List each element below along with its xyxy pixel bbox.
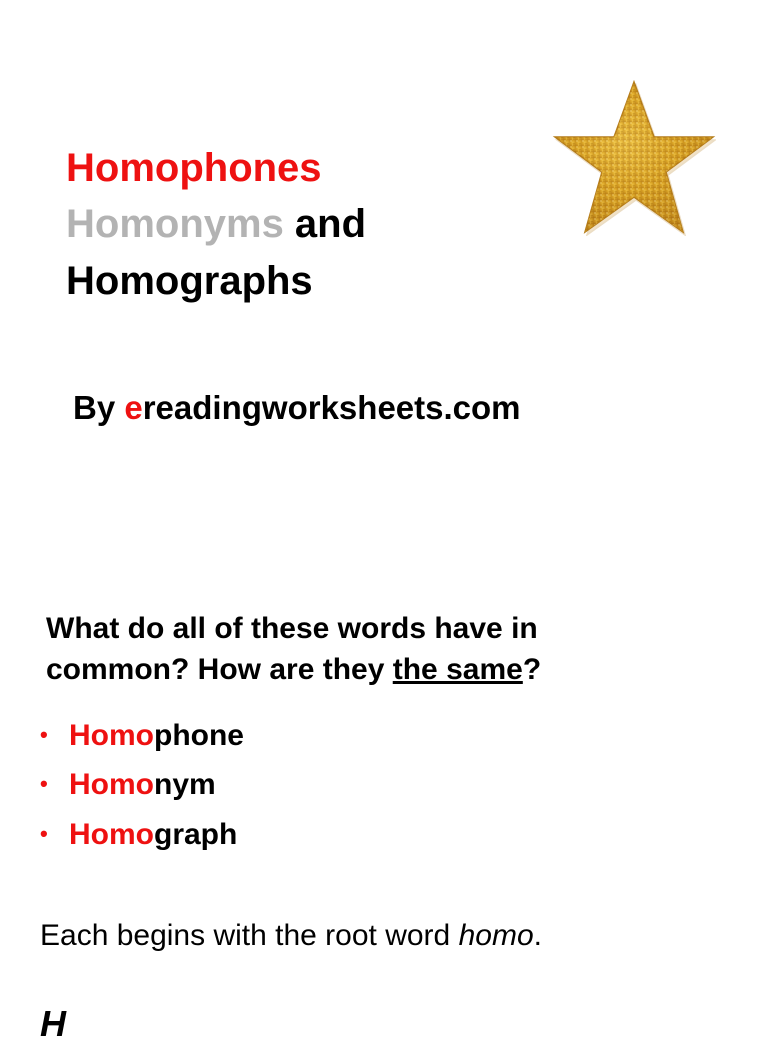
explanation-emphasis: homo [458,919,534,952]
bullet-suffix: graph [154,818,238,851]
list-item [40,817,237,853]
byline-prefix: By [73,389,125,426]
byline-site: readingworksheets.com [142,389,521,426]
title-homophones: Homophones [66,146,322,190]
question-suffix: ? [522,653,542,686]
bullet-root: Homo [69,719,154,752]
bullet-icon: • [40,821,48,846]
question-line-2 [46,650,541,690]
title-and: and [283,202,367,246]
list-item [40,718,244,754]
byline [73,389,521,427]
question-line-1: What do all of these words have in [46,612,538,645]
explanation [40,918,542,954]
cutoff-heading: H [40,1003,66,1044]
explanation-prefix: Each begins with the root word [40,919,459,952]
question-underlined: the same [392,653,523,686]
bullet-root: Homo [69,818,154,851]
gold-glitter-star-icon [552,80,716,236]
title-homographs: Homographs [66,259,313,303]
title-homonyms: Homonyms [66,202,284,246]
bullet-suffix: nym [154,768,216,801]
bullet-icon: • [40,722,48,747]
explanation-suffix: . [533,919,542,952]
list-item [40,767,216,803]
byline-accent-letter: e [124,389,143,426]
bullet-root: Homo [69,768,154,801]
bullet-icon: • [40,771,48,796]
bullet-suffix: phone [154,719,244,752]
question-prefix: common? How are they [46,653,393,686]
title-line-2 [66,202,366,246]
